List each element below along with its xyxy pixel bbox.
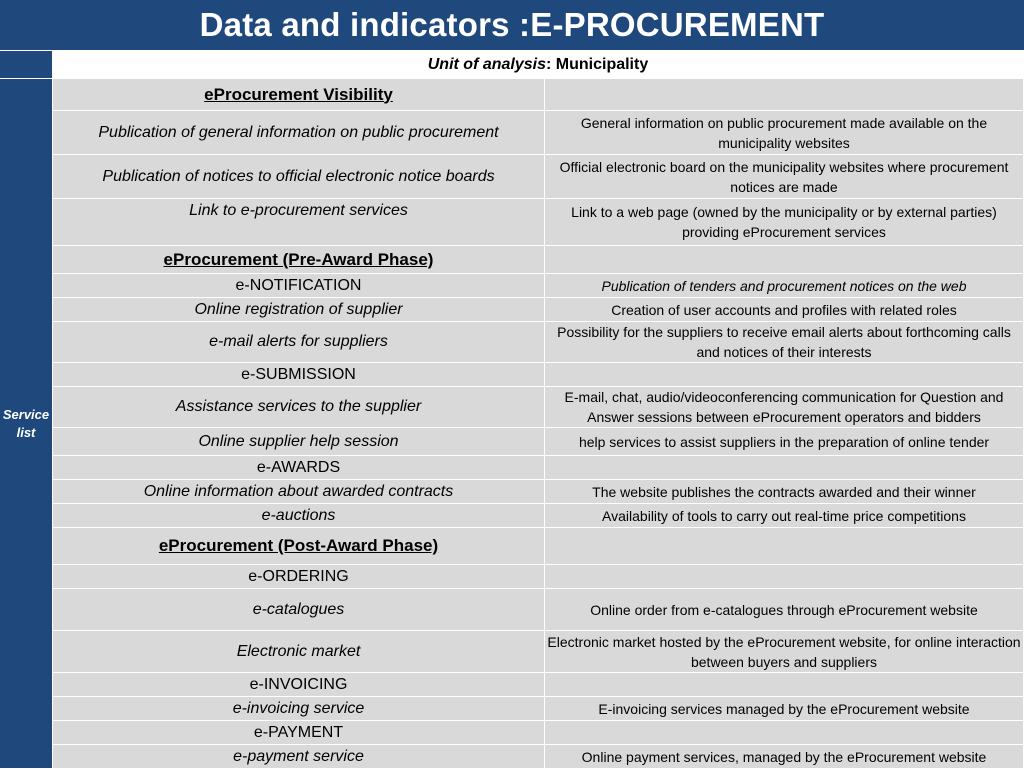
category-name: e-SUBMISSION bbox=[53, 363, 545, 387]
section-heading: eProcurement Visibility bbox=[53, 79, 545, 111]
service-name: Publication of notices to official electronic notice boards bbox=[53, 155, 545, 199]
unit-of-analysis-header bbox=[53, 51, 1024, 79]
service-name: Publication of general information on public procurement bbox=[53, 111, 545, 155]
service-name: e-invoicing service bbox=[53, 697, 545, 721]
service-name: Online registration of supplier bbox=[53, 298, 545, 322]
service-description: Availability of tools to carry out real-time price competitions bbox=[545, 504, 1024, 528]
service-name: Assistance services to the supplier bbox=[53, 387, 545, 428]
section-heading: eProcurement (Post-Award Phase) bbox=[53, 528, 545, 565]
unit-of-analysis-label: Unit of analysis bbox=[427, 55, 546, 73]
service-description bbox=[545, 79, 1024, 111]
service-description bbox=[545, 363, 1024, 387]
service-description: E-invoicing services managed by the eProcurement website bbox=[545, 697, 1024, 721]
service-description: Creation of user accounts and profiles with related roles bbox=[545, 298, 1024, 322]
service-description: E-mail, chat, audio/videoconferencing communication for Question and Answer sessions between eProcurement operators and bidders bbox=[545, 387, 1024, 428]
service-description bbox=[545, 565, 1024, 589]
category-name: e-INVOICING bbox=[53, 673, 545, 697]
service-description: General information on public procurement made available on the municipality websites bbox=[545, 111, 1024, 155]
category-name: e-AWARDS bbox=[53, 456, 545, 480]
corner-cell bbox=[0, 51, 53, 79]
category-name: e-PAYMENT bbox=[53, 721, 545, 745]
service-description: help services to assist suppliers in the preparation of online tender bbox=[545, 428, 1024, 456]
service-name: e-auctions bbox=[53, 504, 545, 528]
service-description: Possibility for the suppliers to receive email alerts about forthcoming calls and notices of their interests bbox=[545, 322, 1024, 363]
service-description: Electronic market hosted by the eProcurement website, for online interaction between buyers and suppliers bbox=[545, 631, 1024, 673]
service-name: e-payment service bbox=[53, 745, 545, 769]
service-description: Publication of tenders and procurement notices on the web bbox=[545, 274, 1024, 298]
service-description: Official electronic board on the municipality websites where procurement notices are made bbox=[545, 155, 1024, 199]
service-description bbox=[545, 246, 1024, 274]
service-name: Link to e-procurement services bbox=[53, 199, 545, 246]
unit-of-analysis-value: : Municipality bbox=[546, 55, 649, 73]
indicators-table bbox=[0, 50, 1024, 768]
service-name: e-catalogues bbox=[53, 589, 545, 631]
service-description bbox=[545, 456, 1024, 480]
service-description: The website publishes the contracts awarded and their winner bbox=[545, 480, 1024, 504]
service-description: Online order from e-catalogues through eProcurement website bbox=[545, 589, 1024, 631]
service-description bbox=[545, 528, 1024, 565]
service-description bbox=[545, 673, 1024, 697]
service-description: Link to a web page (owned by the municipality or by external parties) providing eProcurement services bbox=[545, 199, 1024, 246]
service-name: Online supplier help session bbox=[53, 428, 545, 456]
page-title: Data and indicators :E-PROCUREMENT bbox=[199, 6, 825, 43]
service-name: Electronic market bbox=[53, 631, 545, 673]
service-name: e-mail alerts for suppliers bbox=[53, 322, 545, 363]
service-description bbox=[545, 721, 1024, 745]
service-description: Online payment services, managed by the eProcurement website bbox=[545, 745, 1024, 769]
category-name: e-NOTIFICATION bbox=[53, 274, 545, 298]
category-name: e-ORDERING bbox=[53, 565, 545, 589]
service-name: Online information about awarded contracts bbox=[53, 480, 545, 504]
service-list-label: Service list bbox=[0, 79, 53, 769]
section-heading: eProcurement (Pre-Award Phase) bbox=[53, 246, 545, 274]
